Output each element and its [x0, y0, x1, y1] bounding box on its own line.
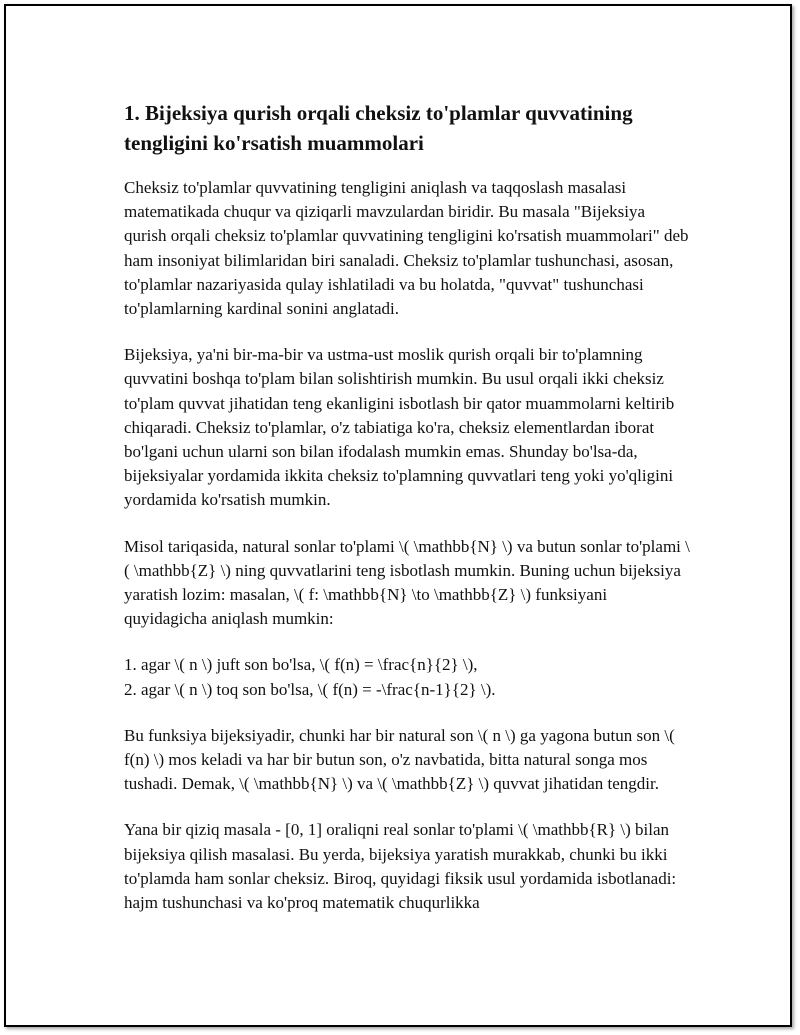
paragraph-intro: Cheksiz to'plamlar quvvatining tengligini aniqlash va taqqoslash masalasi matematikada chuqur va qiziqarli mavzulardan biridir. Bu masala "Bijeksiya qurish orqali cheksiz to'plamlar quvvatining tengligini ko'rsatish muammolari" deb ham insoniyat bilimlaridan biri sanaladi. Cheksiz to'plamlar tushunchasi, asosan, to'plamlar nazariyasida qulay ishlatiladi va bu holatda, "quvvat" tushunchasi to'plamlarning kardinal sonini anglatadi. [124, 178, 689, 319]
document-body [124, 98, 690, 937]
section-heading: 1. Bijeksiya qurish orqali cheksiz to'plamlar quvvatining tengligini ko'rsatish muammolari [124, 101, 633, 155]
case-even: 1. agar \( n \) juft son bo'lsa, \( f(n) = \frac{n}{2} \), [124, 655, 478, 675]
paragraph-interval: Yana bir qiziq masala - [0, 1] oraliqni real sonlar to'plami \( \mathbb{R} \) bilan bijeksiya qilish masalasi. Bu yerda, bijeksiya yaratish murakkab, chunki bu ikki to'plamda ham sonlar cheksiz. Biroq, quyidagi fiksik usul yordamida isbotlanadi: hajm tushunchasi va ko'proq matematik chuqurlikka [124, 820, 677, 913]
page-frame [4, 4, 792, 1027]
paragraph-example: Misol tariqasida, natural sonlar to'plami \( \mathbb{N} \) va butun sonlar to'plami \( \mathbb{Z} \) ning quvvatlarini teng isbotlash mumkin. Buning uchun bijeksiya yaratish lozim: masalan, \( f: \mathbb{N} \to \mathbb{Z} \) funksiyani quyidagicha aniqlash mumkin: [124, 536, 690, 629]
paragraph-bijection: Bijeksiya, ya'ni bir-ma-bir va ustma-ust moslik qurish orqali bir to'plamning quvvatini boshqa to'plam bilan solishtirish mumkin. Bu usul orqali ikki cheksiz to'plam quvvat jihatidan teng ekanligini isbotlash bir qator muammolarni keltirib chiqaradi. Cheksiz to'plamlar, o'z tabiatiga ko'ra, cheksiz elementlardan iborat bo'lgani uchun ularni son bilan ifodalash mumkin emas. Shunday bo'lsa-da, bijeksiyalar yordamida ikkita cheksiz to'plamning quvvatlari teng yoki yo'qligini yordamida ko'rsatish mumkin. [124, 345, 675, 510]
case-odd: 2. agar \( n \) toq son bo'lsa, \( f(n) = -\frac{n-1}{2} \). [124, 679, 496, 699]
case-list [124, 653, 690, 701]
paragraph-conclusion: Bu funksiya bijeksiyadir, chunki har bir natural son \( n \) ga yagona butun son \( f(n) \) mos keladi va har bir butun son, o'z navbatida, bitta natural songa mos tushadi. Demak, \( \mathbb{N} \) va \( \mathbb{Z} \) quvvat jihatidan tengdir. [124, 725, 675, 794]
